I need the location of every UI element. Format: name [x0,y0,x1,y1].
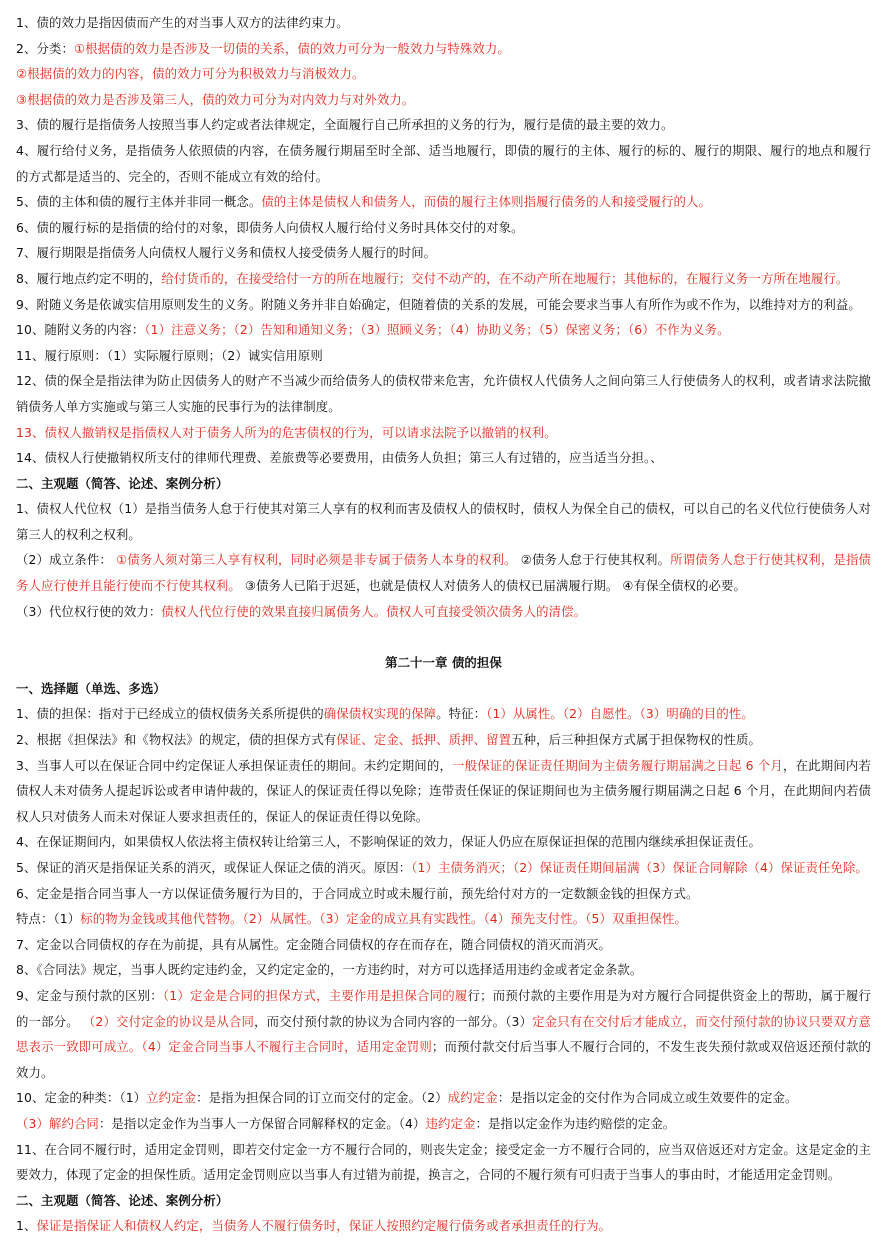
text-segment: 5、保证的消灭是指保证关系的消灭，或保证人保证之债的消灭。原因： [16,860,412,875]
section-heading [16,1188,871,1214]
text-segment: ：是指以定金作为当事人一方保留合同解释权的定金。（4） [98,1115,426,1131]
text-segment: 4、在保证期间内，如果债权人依法将主债权转让给第三人，不影响保证的效力，保证人仍应在原保证担保的范围内继续承担保证责任。 [16,834,761,850]
paragraph [16,445,871,471]
paragraph [16,727,871,753]
paragraph [16,266,871,292]
text-segment: 6、债的履行标的是指债的给付的对象，即债务人向债权人履行给付义务时具体交付的对象。 [16,219,524,235]
highlighted-text: 保证、定金、抵押、质押、留置 [336,732,512,748]
highlighted-text: 给付货币的，在接受给付一方的所在地履行；交付不动产的，在不动产所在地履行；其他标的，在履行义务一方所在地履行。 [161,270,849,286]
text-segment: 8、履行地点约定不明的， [16,270,162,286]
paragraph [16,1213,871,1239]
text-segment: ②债务人怠于行使其权利。 [516,552,671,568]
text-segment: 五种，后三种担保方式属于担保物权的性质。 [511,732,761,748]
highlighted-text: ③根据债的效力是否涉及第三人，债的效力可分为对内效力与对外效力。 [16,91,415,107]
highlighted-text: 债的主体是债权人和债务人，而债的履行主体则指履行债务的人和接受履行的人。 [261,194,711,210]
highlighted-text: 所谓债务人怠于行使其权利，是指债务人应行使并且能行使而不行使其权利。 [16,552,871,594]
highlighted-text: 确保债权实现的保障 [323,706,437,722]
text-segment: 11、在合同不履行时，适用定金罚则，即若交付定金一方不履行合同的，则丧失定金；接受定金一方不履行合同的，应当双倍返还对方定金。这是定金的主要效力，体现了定金的担保性质。适用定金罚则应以当事人有过错为前提，换言之，合同的不履行须有可归责于当事人的事由时，才能适用定金罚则。 [16,1141,871,1183]
text-segment: 1、 [16,1218,37,1234]
highlighted-text: 立约定金 [146,1090,197,1106]
paragraph [16,701,871,727]
text-segment: 1、债的担保：指对于已经成立的债权债务关系所提供的 [16,706,324,722]
text-segment: 3、当事人可以在保证合同中约定保证人承担保证责任的期间。未约定期间的， [16,757,453,773]
highlighted-text: ②根据债的效力的内容，债的效力可分为积极效力与消极效力。 [16,66,365,82]
text-segment: 11、履行原则：（1）实际履行原则；（2）诚实信用原则 [16,347,323,363]
paragraph [16,317,871,343]
highlighted-text: ①根据债的效力是否涉及一切债的关系，债的效力可分为一般效力与特殊效力。 [73,40,510,56]
highlighted-text: （3）解约合同 [16,1115,99,1131]
highlighted-text: 保证是指保证人和债权人约定，当债务人不履行债务时，保证人按照约定履行债务或者承担责任的行为。 [36,1218,612,1234]
section-spacer [16,624,871,650]
text-segment: ：是指为担保合同的订立而交付的定金。（2） [196,1090,448,1106]
text-segment: ：是指以定金的交付作为合同成立或生效要件的定金。 [497,1090,798,1106]
paragraph [16,881,871,907]
text-segment: 5、债的主体和债的履行主体并非同一概念。 [16,194,262,210]
paragraph [16,932,871,958]
paragraph [16,10,871,36]
text-segment: ，在此期间内若债权人未对债务人提起诉讼或者申请仲裁的，保证人的保证责任得以免除；连带责任保证的保证期间也为主债务履行期届满之日起 6 个月，在此期间内若债权人只对债务人而未对保证人要求担责任的，保证人的保证责任得以免除。 [16,757,871,824]
highlighted-text: （1）注意义务；（2）告知和通知义务；（3）照顾义务；（4）协助义务；（5）保密义务；（6）不作为义务。 [144,322,730,338]
text-segment: 一、选择题（单选、多选） [16,680,166,696]
paragraph [16,829,871,855]
paragraph [16,547,871,598]
paragraph [16,368,871,419]
text-segment: 9、附随义务是依诚实信用原则发生的义务。附随义务并非自始确定，但随着债的关系的发展，可能会要求当事人有所作为或不作为，以维持对方的利益。 [16,296,861,312]
text-segment: 二、主观题（简答、论述、案例分析） [16,1192,229,1208]
paragraph [16,1111,871,1137]
paragraph [16,599,871,625]
paragraph [16,189,871,215]
text-segment: 6、定金是指合同当事人一方以保证债务履行为目的，于合同成立时或未履行前，预先给付对方的一定数额金钱的担保方式。 [16,885,699,901]
highlighted-text: 标的物为金钱或其他代替物。（2）从属性。（3）定金的成立具有实践性。（4）预先支付性。（5）双重担保性。 [80,911,687,927]
text-segment: 10、随附义务的内容： [16,322,145,338]
text-segment: 9、定金与预付款的区别： [16,987,163,1003]
paragraph [16,36,871,62]
text-segment: 4、履行给付义务，是指债务人依照债的内容，在债务履行期届至时全部、适当地履行，即债的履行的主体、履行的标的、履行的期限、履行的地点和履行的方式都是适当的、完全的，否则不能成立有效的给付。 [16,142,871,184]
paragraph [16,957,871,983]
section-heading [16,676,871,702]
paragraph [16,292,871,318]
text-segment: 1、债权人代位权（1）是指当债务人怠于行使其对第三人享有的权利而害及债权人的债权时，债权人为保全自己的债权，可以自己的名义代位行使债务人对第三人的权利之权利。 [16,501,871,542]
paragraph [16,112,871,138]
text-segment: 10、定金的种类：（1） [16,1090,147,1106]
section-heading [16,471,871,497]
paragraph [16,343,871,369]
text-segment: （2）成立条件： [16,552,117,568]
chapter-title [16,650,871,676]
paragraph [16,215,871,241]
highlighted-text: 债权人代位行使的效果直接归属债务人。债权人可直接受领次债务人的清偿。 [161,603,587,619]
highlighted-text: （1）主债务消灭；（2）保证责任期间届满（3）保证合同解除（4）保证责任免除。 [411,860,868,875]
text-segment: 。特征： [436,706,487,722]
text-segment: ：是指以定金作为违约赔偿的定金。 [475,1115,676,1131]
highlighted-text: 成约定金 [447,1090,498,1106]
paragraph [16,496,871,547]
paragraph [16,420,871,446]
paragraph [16,87,871,113]
paragraph [16,240,871,266]
highlighted-text: 违约定金 [425,1115,476,1131]
text-segment: 2、分类： [16,40,74,56]
highlighted-text: 一般保证的保证责任期间为主债务履行期届满之日起 6 个月 [452,757,783,773]
paragraph [16,138,871,189]
text-segment: 14、债权人行使撤销权所支付的律师代理费、差旅费等必要费用，由债务人负担；第三人有过错的，应当适当分担。、 [16,450,663,466]
text-segment: 3、债的履行是指债务人按照当事人约定或者法律规定，全面履行自己所承担的义务的行为，履行是债的最主要的效力。 [16,117,674,133]
paragraph [16,1085,871,1111]
highlighted-text: （1）从属性。（2）自愿性。（3）明确的目的性。 [486,706,754,722]
text-segment: 12、债的保全是指法律为防止因债务人的财产不当减少而给债务人的债权带来危害，允许债权人代债务人之间向第三人行使债务人的权利，或者请求法院撤销债务人单方实施或与第三人实施的民事行为的法律制度。 [16,373,871,414]
text-segment: 7、定金以合同债权的存在为前提，具有从属性。定金随合同债权的存在而存在，随合同债权的消灭而消灭。 [16,936,612,952]
highlighted-text: 13、债权人撤销权是指债权人对于债务人所为的危害债权的行为，可以请求法院予以撤销的权利。 [16,424,557,440]
paragraph [16,906,871,932]
paragraph [16,753,871,830]
text-segment: 7、履行期限是指债务人向债权人履行义务和债权人接受债务人履行的时间。 [16,245,437,261]
text-segment: ；而预付款交付后当事人不履行合同的，不发生丧失预付款或双倍返还预付款的效力。 [16,1039,871,1080]
highlighted-text: （1）定金是合同的担保方式，主要作用是担保合同的履 [162,987,468,1003]
text-segment: 第二十一章 债的担保 [385,655,502,671]
paragraph [16,61,871,87]
text-segment: （3）代位权行使的效力： [16,603,162,619]
text-segment: 二、主观题（简答、论述、案例分析） [16,475,229,491]
text-segment: 8、《合同法》规定，当事人既约定违约金，又约定定金的，一方违约时，对方可以选择适用违约金或者定金条款。 [16,962,643,978]
highlighted-text: （2）交付定金的协议是从合同 [82,1013,255,1029]
paragraph [16,1137,871,1188]
highlighted-text: 定金只有在交付后才能成立，而交付预付款的协议只要双方意思表示一致即可成立。（4）定金合同当事人不履行主合同时，适用定金罚则 [16,1013,871,1055]
text-segment: ，而交付预付款的协议为合同内容的一部分。（3） [254,1013,533,1029]
text-segment: 特点：（1） [16,911,81,927]
text-segment: 1、债的效力是指因债而产生的对当事人双方的法律约束力。 [16,15,349,30]
text-segment: ③债务人已陷于迟延，也就是债权人对债务人的债权已届满履行期。 ④有保全债权的必要。 [240,578,746,594]
text-segment: 2、根据《担保法》和《物权法》的规定，债的担保方式有 [16,732,337,748]
highlighted-text: ①债务人须对第三人享有权利，同时必须是非专属于债务人本身的权利。 [116,552,517,568]
paragraph [16,983,871,1085]
text-segment: 行；而预付款的主要作用是为对方履行合同提供资金上的帮助，属于履行的一部分。 [16,987,872,1029]
paragraph [16,855,871,881]
